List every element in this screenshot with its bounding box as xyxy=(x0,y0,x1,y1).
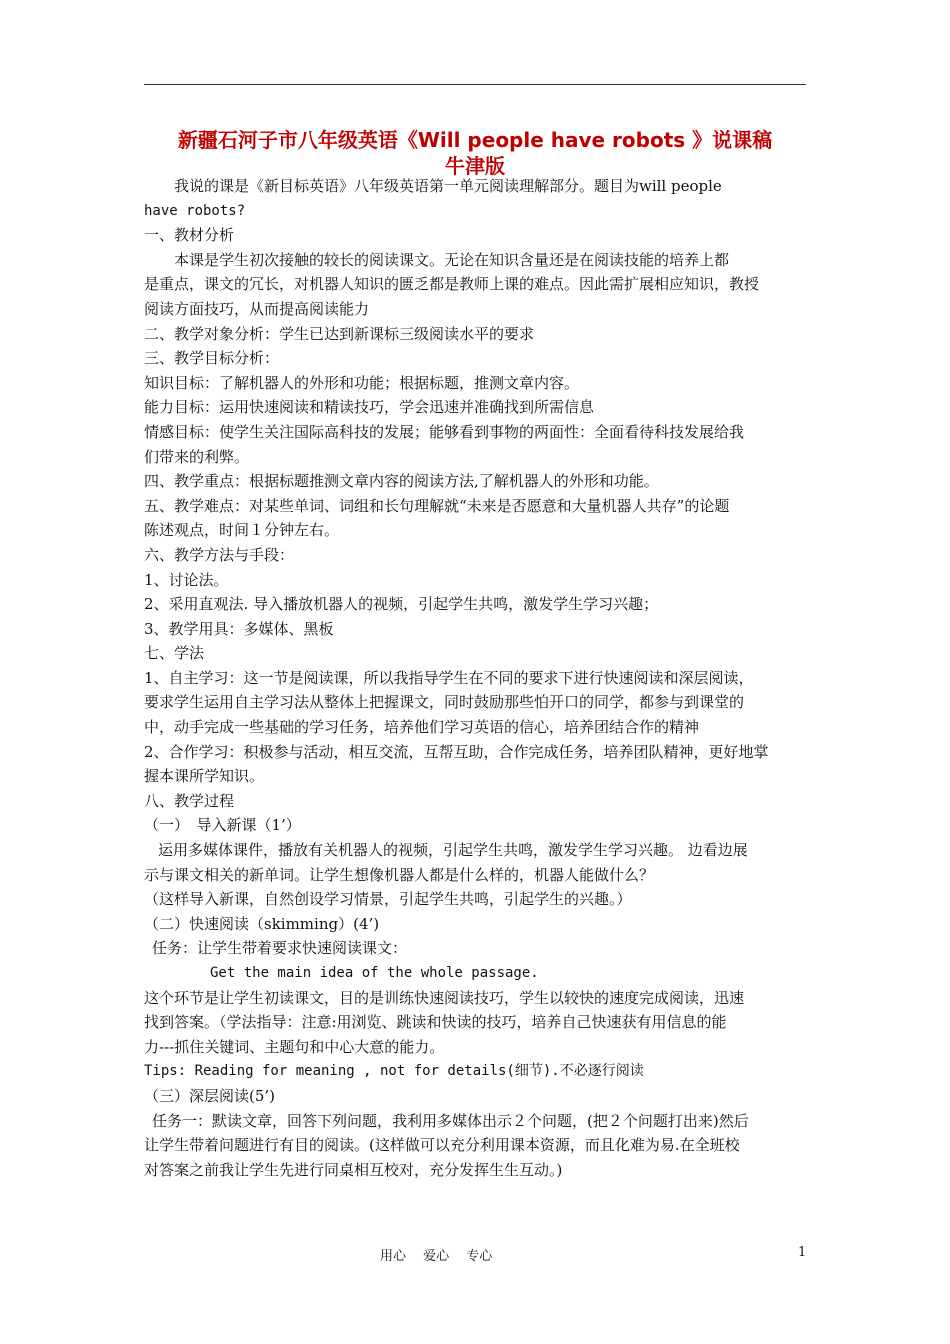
paragraph-line: 情感目标：使学生关注国际高科技的发展；能够看到事物的两面性：全面看待科技发展给我 xyxy=(144,422,745,441)
footer-motto: 用心 爱心 专心 xyxy=(380,1249,493,1264)
list-item: 3、教学用具：多媒体、黑板 xyxy=(144,619,334,638)
section-heading: 一、教材分析 xyxy=(144,226,235,245)
paragraph-line: （这样导入新课，自然创设学习情景，引起学生共鸣，引起学生的兴趣。） xyxy=(144,890,632,909)
paragraph-line: 们带来的利弊。 xyxy=(144,447,250,466)
page-number: 1 xyxy=(798,1245,807,1260)
paragraph-line: 能力目标：运用快速阅读和精读技巧，学会迅速并准确找到所需信息 xyxy=(144,398,595,417)
paragraph-line: 这个环节是让学生初读课文，目的是训练快速阅读技巧，学生以较快的速度完成阅读，迅速 xyxy=(144,988,745,1007)
document-body xyxy=(144,174,814,1182)
header-rule xyxy=(144,84,806,85)
paragraph-line: 要求学生运用自主学习法从整体上把握课文，同时鼓励那些怕开口的同学，都参与到课堂的 xyxy=(144,693,745,712)
section-heading: 八、教学过程 xyxy=(144,791,235,810)
paragraph-line: 示与课文相关的新单词。让学生想像机器人都是什么样的，机器人能做什么？ xyxy=(144,865,655,884)
paragraph-line: have robots? xyxy=(144,202,246,219)
paragraph-line: 本课是学生初次接触的较长的阅读课文。无论在知识含量还是在阅读技能的培养上都 xyxy=(174,250,730,269)
list-item: 2、采用直观法. 导入播放机器人的视频，引起学生共鸣，激发学生学习兴趣； xyxy=(144,595,659,614)
paragraph-line: 知识目标：了解机器人的外形和功能；根据标题，推测文章内容。 xyxy=(144,373,580,392)
document-title: 新疆石河子市八年级英语《Will people have robots 》说课稿 xyxy=(177,128,773,152)
section-heading: 五、教学难点：对某些单词、词组和长句理解就“未来是否愿意和大量机器人共存”的论题 xyxy=(144,496,730,515)
subsection-heading: （一） 导入新课（1’） xyxy=(144,816,301,835)
paragraph-line: 任务一：默读文章，回答下列问题，我利用多媒体出示２个问题，(把２个问题打出来)然后 xyxy=(152,1111,749,1130)
paragraph-line: 找到答案。（学法指导：注意:用浏览、跳读和快读的技巧，培养自己快速获有用信息的能 xyxy=(144,1013,727,1032)
paragraph-line: 任务：让学生带着要求快速阅读课文： xyxy=(152,939,408,958)
subsection-heading: （二）快速阅读（skimming）(4’) xyxy=(144,914,380,933)
list-item: 1、自主学习：这一节是阅读课，所以我指导学生在不同的要求下进行快速阅读和深层阅读， xyxy=(144,668,754,687)
document-title-line2: 牛津版 xyxy=(445,154,505,178)
section-heading: 三、教学目标分析： xyxy=(144,349,280,368)
paragraph-line: 让学生带着问题进行有目的阅读。(这样做可以充分利用课本资源，而且化难为易.在全班校 xyxy=(144,1136,740,1155)
paragraph-line: 陈述观点，时间１分钟左右。 xyxy=(144,521,340,540)
paragraph-line: 力---抓住关键词、主题句和中心大意的能力。 xyxy=(144,1037,445,1056)
paragraph-line: 是重点，课文的冗长，对机器人知识的匮乏都是教师上课的难点。因此需扩展相应知识，教授 xyxy=(144,275,760,294)
paragraph-line: 阅读方面技巧，从而提高阅读能力 xyxy=(144,299,370,318)
paragraph-line: Get the main idea of the whole passage. xyxy=(210,965,539,981)
list-item: 1、讨论法。 xyxy=(144,570,229,589)
paragraph-line: Tips: Reading for meaning , not for details(细节).不必逐行阅读 xyxy=(144,1063,644,1080)
paragraph-line: 运用多媒体课件，播放有关机器人的视频，引起学生共鸣，激发学生学习兴趣。 边看边展 xyxy=(158,841,748,860)
paragraph-line: 我说的课是《新目标英语》八年级英语第一单元阅读理解部分。题目为will people xyxy=(174,177,722,195)
paragraph-line: 握本课所学知识。 xyxy=(144,767,265,786)
section-heading: 四、教学重点：根据标题推测文章内容的阅读方法,了解机器人的外形和功能。 xyxy=(144,472,659,491)
section-heading: 七、学法 xyxy=(144,644,205,663)
paragraph-line: 中，动手完成一些基础的学习任务，培养他们学习英语的信心，培养团结合作的精神 xyxy=(144,718,700,737)
list-item: 2、合作学习：积极参与活动，相互交流，互帮互助，合作完成任务，培养团队精神，更好地掌 xyxy=(144,742,769,761)
section-heading: 六、教学方法与手段： xyxy=(144,545,295,564)
subsection-heading: （三）深层阅读(5’) xyxy=(144,1086,276,1105)
section-heading: 二、教学对象分析：学生已达到新课标三级阅读水平的要求 xyxy=(144,324,535,343)
paragraph-line: 对答案之前我让学生先进行同桌相互校对，充分发挥生生互动。) xyxy=(144,1160,563,1179)
